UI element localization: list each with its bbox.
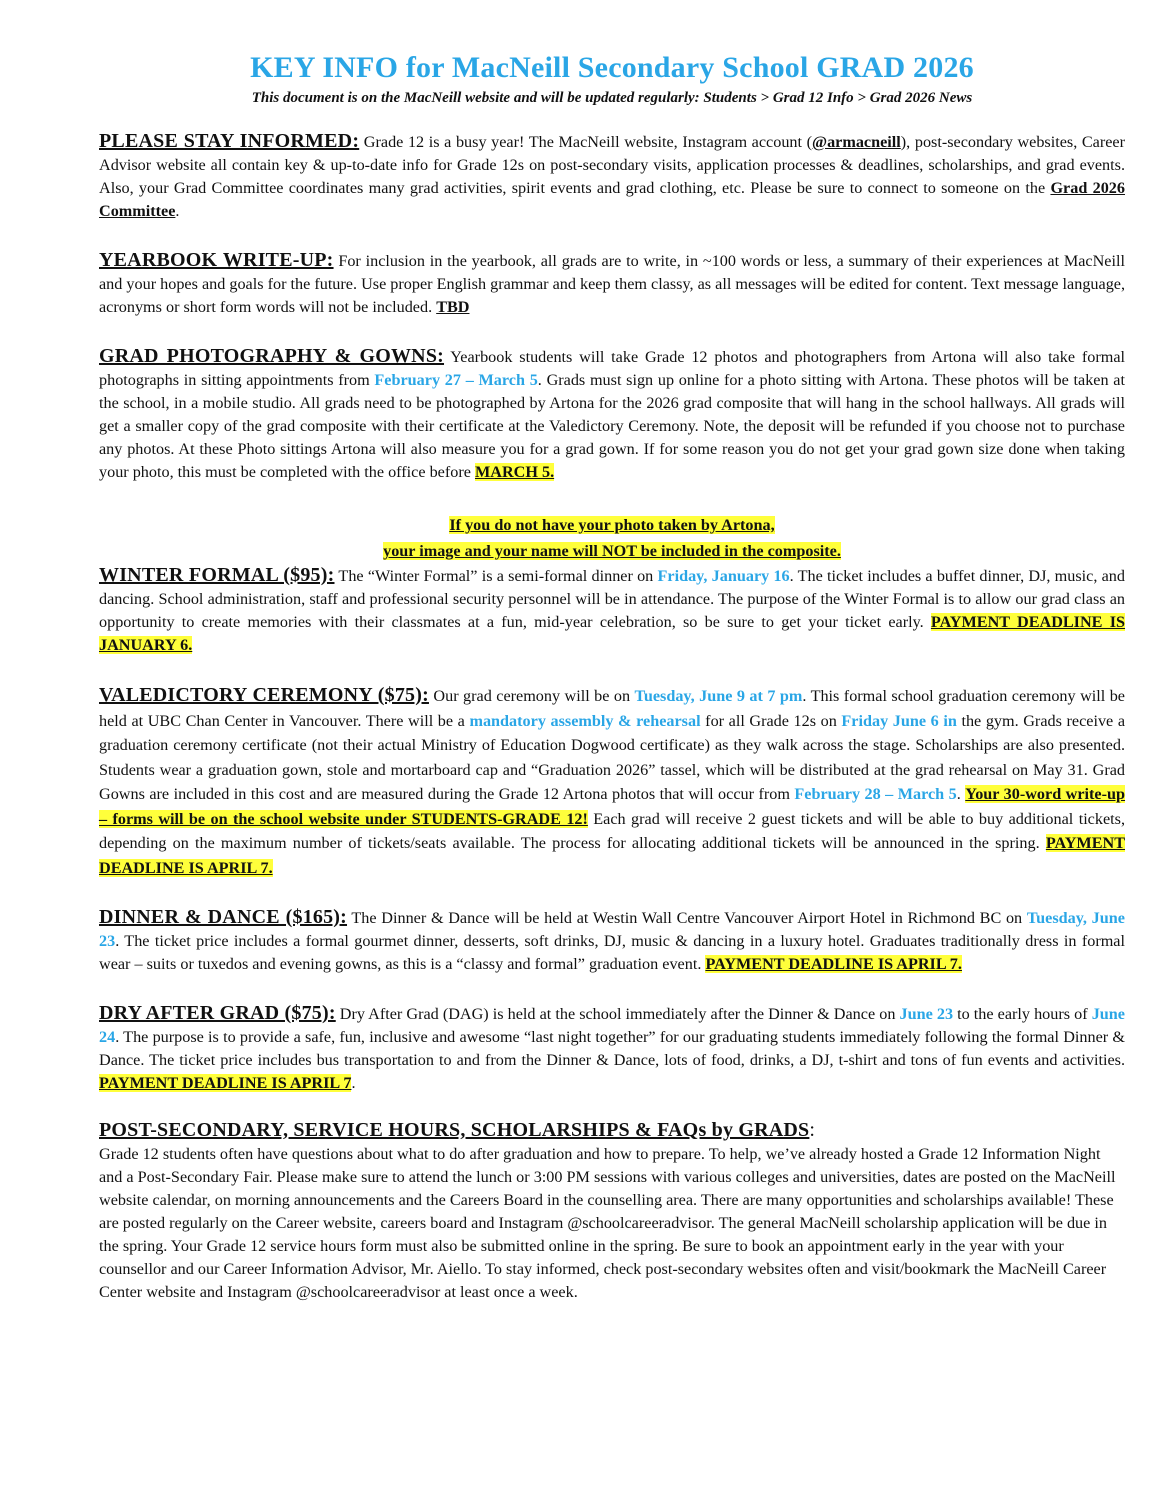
rehearsal-date: Friday June 6 in [841,711,957,730]
section-heading: WINTER FORMAL ($95): [99,564,335,586]
composite-note: If you do not have your photo taken by Artona, your image and your name will NOT be included in the composite. [383,516,841,560]
section-heading: DINNER & DANCE ($165): [99,906,348,928]
valedictory-deadline: PAYMENT DEADLINE IS APRIL 7. [99,834,1125,877]
section-stay-informed: PLEASE STAY INFORMED: Grade 12 is a busy year! The MacNeill website, Instagram account (@armacneill), post-secondary websites, Career Advisor website all contain key & up-to-date info for Grade 12s on post-secondary visits, application processes & deadlines, scholarships, and grad events. Also, your Grad Committee coordinates many grad activities, spirit events and grad clothing, etc. Please be sure to connect to someone on the Grad 2026 Committee. [99,130,1125,220]
winter-formal-deadline: PAYMENT DEADLINE IS JANUARY 6. [99,613,1126,654]
dag-date-end: June 24 [99,1005,1125,1046]
section-heading: POST-SECONDARY, SERVICE HOURS, SCHOLARSHIPS & FAQs by GRADS [99,1119,810,1141]
section-post-secondary-body: Grade 12 students often have questions about what to do after graduation and how to prepare. To help, we’ve already hosted a Grade 12 Information Night and a Post-Secondary Fair. Please make sure to attend the lunch or 3:00 PM sessions with various colleges and universities, dates are posted on the MacNeill website calendar, on morning announcements and the Careers Board in the counselling area. There are many opportunities and scholarships available! These are posted regularly on the Career website, careers board and Instagram @schoolcareeradvisor. The general MacNeill scholarship application will be due in the spring. Your Grade 12 service hours form must also be submitted online in the spring. Be sure to book an appointment early in the year with your counsellor and our Career Information Advisor, Mr. Aiello. To stay informed, check post-secondary websites often and visit/bookmark the MacNeill Career Center website and Instagram @schoolcareeradvisor at least once a week. [99,1145,1116,1301]
gown-dates: February 28 – March 5 [794,785,957,803]
grad-committee-link: Grad 2026 Committee [99,179,1125,220]
section-heading: DRY AFTER GRAD ($75): [99,1002,336,1024]
section-heading: VALEDICTORY CEREMONY ($75): [99,684,429,706]
ceremony-date: Tuesday, June 9 at 7 pm [634,687,803,705]
tbd-label: TBD [436,298,470,316]
section-dry-after-grad: DRY AFTER GRAD ($75): Dry After Grad (DAG) is held at the school immediately after the Dinner & Dance on June 23 to the early hours of June 24. The purpose is to provide a safe, fun, inclusive and awesome “last night together” for our graduating students immediately following the formal Dinner & Dance. The ticket price includes bus transportation to and from the Dinner & Dance, lots of food, drinks, a DJ, t-shirt and tons of fun events and activities. PAYMENT DEADLINE IS APRIL 7. [99,1002,1125,1092]
section-heading: PLEASE STAY INFORMED: [99,130,360,152]
assembly-label: mandatory assembly & rehearsal [469,711,701,730]
document-page [99,50,1125,1304]
photo-dates: February 27 – March 5 [374,371,538,389]
section-heading: YEARBOOK WRITE-UP: [99,249,334,271]
dag-date-start: June 23 [899,1005,954,1023]
winter-formal-date: Friday, January 16 [657,567,790,585]
photo-deadline: MARCH 5. [474,463,555,481]
writeup-note: Your 30-word write-up – forms will be on the school website under STUDENTS-GRADE 12! [99,785,1126,828]
section-photography: GRAD PHOTOGRAPHY & GOWNS: Yearbook students will take Grade 12 photos and photographers from Artona will also take formal photographs in sitting appointments from February 27 – March 5. Grads must sign up online for a photo sitting with Artona. These photos will be taken at the school, in a mobile studio. All grads need to be photographed by Artona for the 2026 grad composite that will hang in the school hallways. All grads will get a smaller copy of the grad composite with their certificate at the Valedictory Ceremony. Note, the deposit will be refunded if you choose not to purchase any photos. At these Photo sittings Artona will also measure you for a grad gown. If for some reason you do not get your grad gown size done when taking your photo, this must be completed with the office before MARCH 5. [99,345,1125,481]
section-heading: GRAD PHOTOGRAPHY & GOWNS: [99,345,445,367]
section-dinner-dance: DINNER & DANCE ($165): The Dinner & Dance will be held at Westin Wall Centre Vancouver Airport Hotel in Richmond BC on Tuesday, June 23. The ticket price includes a formal gourmet dinner, desserts, soft drinks, DJ, music & dancing in a luxury hotel. Graduates traditionally dress in formal wear – suits or tuxedos and evening gowns, as this is a “classy and formal” graduation event. PAYMENT DEADLINE IS APRIL 7. [99,906,1125,973]
dag-deadline: PAYMENT DEADLINE IS APRIL 7 [99,1074,352,1092]
document-subtitle: This document is on the MacNeill website and will be updated regularly: Students > Grad 12 Info > Grad 2026 News [251,90,973,106]
section-yearbook: YEARBOOK WRITE-UP: For inclusion in the yearbook, all grads are to write, in ~100 words or less, a summary of their experiences at MacNeill and your hopes and goals for the future. Use proper English grammar and keep them classy, as all messages will be edited for content. Text message language, acronyms or short form words will not be included. TBD [99,249,1126,316]
dinner-dance-deadline: PAYMENT DEADLINE IS APRIL 7. [705,955,962,973]
dinner-dance-date: Tuesday, June 23 [99,909,1125,950]
document-title: KEY INFO for MacNeill Secondary School GRAD 2026 [250,51,974,84]
section-post-secondary-heading: POST-SECONDARY, SERVICE HOURS, SCHOLARSHIPS & FAQs by GRADS: [99,1119,815,1141]
instagram-handle: @armacneill [812,133,901,151]
section-winter-formal: WINTER FORMAL ($95): The “Winter Formal” is a semi-formal dinner on Friday, January 16. The ticket includes a buffet dinner, DJ, music, and dancing. School administration, staff and professional security personnel will be in attendance. The purpose of the Winter Formal is to allow our grad class an opportunity to create memories with their classmates at a fun, mid-year celebration, so be sure to get your ticket early. PAYMENT DEADLINE IS JANUARY 6. [99,564,1126,654]
section-valedictory: VALEDICTORY CEREMONY ($75): Our grad ceremony will be on Tuesday, June 9 at 7 pm. This formal school graduation ceremony will be held at UBC Chan Center in Vancouver. There will be a mandatory assembly & rehearsal for all Grade 12s on Friday June 6 in the gym. Grads receive a graduation ceremony certificate (not their actual Ministry of Education Dogwood certificate) as they walk across the stage. Scholarships are also presented. Students wear a graduation gown, stole and mortarboard cap and “Graduation 2026” tassel, which will be distributed at the grad rehearsal on May 31. Grad Gowns are included in this cost and are measured during the Grade 12 Artona photos that will occur from February 28 – March 5. Your 30-word write-up – forms will be on the school website under STUDENTS-GRADE 12! Each grad will receive 2 guest tickets and will be able to buy additional tickets, depending on the maximum number of tickets/seats available. The process for allocating additional tickets will be announced in the spring. PAYMENT DEADLINE IS APRIL 7. [99,684,1126,877]
